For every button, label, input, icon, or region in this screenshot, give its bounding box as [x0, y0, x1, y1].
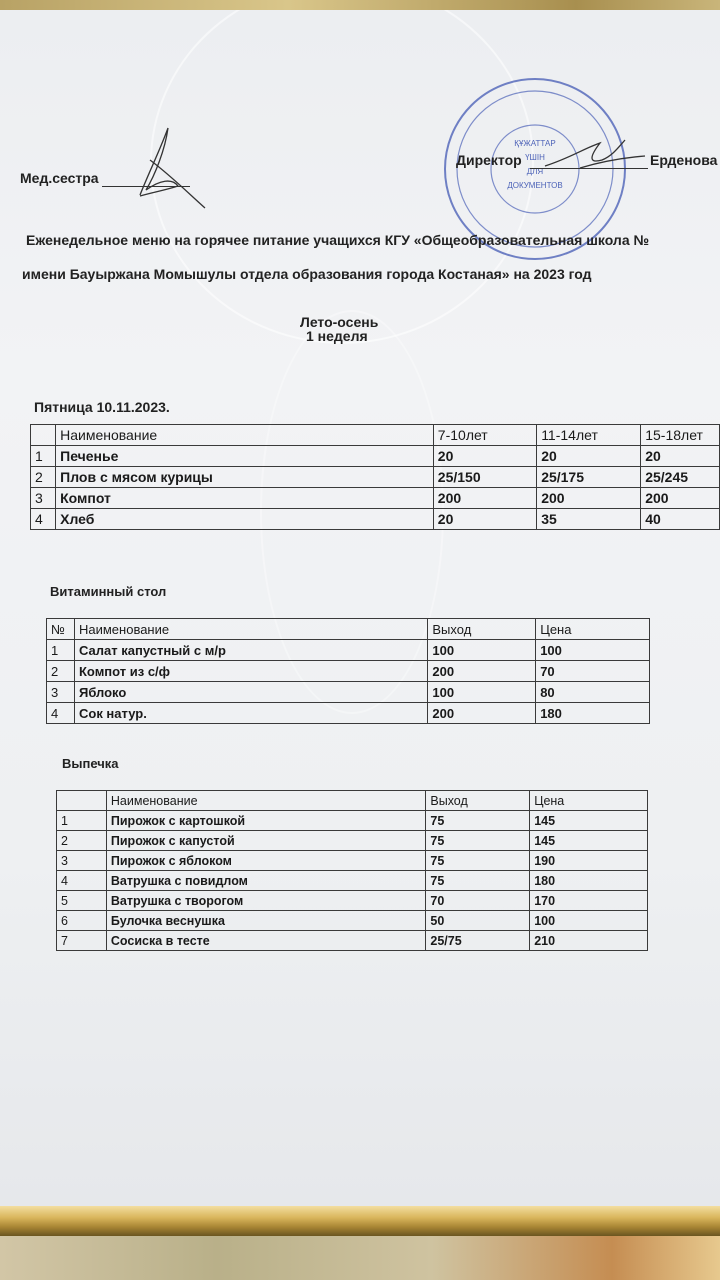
table-cell: 20 — [537, 446, 641, 467]
table-row — [31, 446, 720, 467]
header-cell: Выход — [426, 791, 530, 811]
director-signature — [540, 128, 650, 178]
table-cell: 190 — [530, 851, 648, 871]
table-cell: Хлеб — [56, 509, 434, 530]
table-row — [57, 911, 648, 931]
header-cell: Наименование — [56, 425, 434, 446]
table-cell: 20 — [433, 509, 536, 530]
vitamin-table — [46, 618, 650, 724]
table-row — [31, 509, 720, 530]
table-cell: Салат капустный с м/р — [74, 640, 427, 661]
table-cell: 200 — [428, 661, 536, 682]
table-cell: 7 — [57, 931, 107, 951]
table-cell: 40 — [641, 509, 720, 530]
table-cell: 25/175 — [537, 467, 641, 488]
bakery-section-title: Выпечка — [62, 756, 119, 771]
header-cell — [31, 425, 56, 446]
stamp-center-text-1: ҚҰЖАТТАР — [514, 139, 556, 148]
table-cell: Сосиска в тесте — [106, 931, 425, 951]
table-cell: 1 — [57, 811, 107, 831]
table-row — [57, 831, 648, 851]
header-cell: № — [47, 619, 75, 640]
table-cell: 170 — [530, 891, 648, 911]
table-cell: 3 — [31, 488, 56, 509]
table-cell: 3 — [47, 682, 75, 703]
table-cell: Пирожок с капустой — [106, 831, 425, 851]
header-cell: Выход — [428, 619, 536, 640]
stamp-center-text-3: ДЛЯ — [526, 167, 544, 176]
table-row — [47, 640, 650, 661]
vitamin-section-title: Витаминный стол — [50, 584, 167, 599]
table-row — [57, 871, 648, 891]
frame-bottom-edge — [0, 1206, 720, 1236]
date-label: Пятница 10.11.2023. — [34, 399, 170, 415]
table-cell: 2 — [57, 831, 107, 851]
table-cell: 25/75 — [426, 931, 530, 951]
table-cell: 210 — [530, 931, 648, 951]
header-cell: Цена — [530, 791, 648, 811]
table-header-row — [31, 425, 720, 446]
stamp-center-text-2: ҮШІН — [525, 153, 545, 162]
table-cell: 70 — [426, 891, 530, 911]
table-cell: 200 — [428, 703, 536, 724]
table-cell: 100 — [530, 911, 648, 931]
table-cell: 180 — [530, 871, 648, 891]
table-header-row — [57, 791, 648, 811]
header-cell: Цена — [536, 619, 650, 640]
table-row — [57, 851, 648, 871]
stamp-center-text-4: ДОКУМЕНТОВ — [507, 181, 563, 190]
document-title-line-1: Еженедельное меню на горячее питание учащихся КГУ «Общеобразовательная школа № — [26, 232, 650, 248]
table-cell: 75 — [426, 811, 530, 831]
table-cell: Яблоко — [74, 682, 427, 703]
table-cell: 145 — [530, 811, 648, 831]
season-label: Лето-осень — [300, 314, 379, 330]
table-cell: 2 — [47, 661, 75, 682]
table-cell: Булочка веснушка — [106, 911, 425, 931]
table-cell: Ватрушка с повидлом — [106, 871, 425, 891]
table-cell: Плов с мясом курицы — [56, 467, 434, 488]
table-cell: 145 — [530, 831, 648, 851]
document-title-line-2: имени Бауыржана Момышулы отдела образования города Костаная» на 2023 год — [22, 266, 592, 282]
table-row — [47, 682, 650, 703]
table-cell: 3 — [57, 851, 107, 871]
table-cell: Печенье — [56, 446, 434, 467]
header-cell: Наименование — [106, 791, 425, 811]
table-cell: 80 — [536, 682, 650, 703]
table-cell: 75 — [426, 831, 530, 851]
table-cell: 25/245 — [641, 467, 720, 488]
table-cell: 75 — [426, 851, 530, 871]
table-cell: 2 — [31, 467, 56, 488]
table-cell: 100 — [536, 640, 650, 661]
table-cell: 200 — [641, 488, 720, 509]
table-row — [57, 811, 648, 831]
table-row — [47, 661, 650, 682]
director-name: Ерденова — [650, 152, 718, 168]
table-row — [47, 703, 650, 724]
week-label: 1 неделя — [306, 328, 368, 344]
header-cell: Наименование — [74, 619, 427, 640]
table-cell: 200 — [433, 488, 536, 509]
table-cell: 4 — [31, 509, 56, 530]
table-cell: 50 — [426, 911, 530, 931]
table-cell: 1 — [31, 446, 56, 467]
table-row — [31, 488, 720, 509]
table-cell: Компот из с/ф — [74, 661, 427, 682]
table-cell: Пирожок с яблоком — [106, 851, 425, 871]
table-cell: 4 — [57, 871, 107, 891]
table-cell: Ватрушка с творогом — [106, 891, 425, 911]
table-row — [57, 931, 648, 951]
table-cell: 70 — [536, 661, 650, 682]
header-cell: 15-18лет — [641, 425, 720, 446]
table-row — [57, 891, 648, 911]
table-cell: 6 — [57, 911, 107, 931]
table-cell: 25/150 — [433, 467, 536, 488]
nurse-signature — [110, 120, 210, 210]
header-cell — [57, 791, 107, 811]
background-surface — [0, 1236, 720, 1280]
table-cell: 75 — [426, 871, 530, 891]
table-cell: 100 — [428, 682, 536, 703]
table-cell: 180 — [536, 703, 650, 724]
table-row — [31, 467, 720, 488]
table-cell: 1 — [47, 640, 75, 661]
table-cell: 200 — [537, 488, 641, 509]
menu-document — [0, 10, 720, 1210]
table-cell: Компот — [56, 488, 434, 509]
table-cell: 35 — [537, 509, 641, 530]
table-cell: Пирожок с картошкой — [106, 811, 425, 831]
nurse-label: Мед.сестра — [20, 170, 99, 186]
director-label: Директор — [456, 152, 522, 168]
table-cell: Сок натур. — [74, 703, 427, 724]
bakery-table — [56, 790, 648, 951]
table-cell: 20 — [433, 446, 536, 467]
table-cell: 20 — [641, 446, 720, 467]
table-cell: 4 — [47, 703, 75, 724]
table-cell: 100 — [428, 640, 536, 661]
hot-meal-table — [30, 424, 720, 530]
table-cell: 5 — [57, 891, 107, 911]
header-cell: 7-10лет — [433, 425, 536, 446]
header-cell: 11-14лет — [537, 425, 641, 446]
table-header-row — [47, 619, 650, 640]
